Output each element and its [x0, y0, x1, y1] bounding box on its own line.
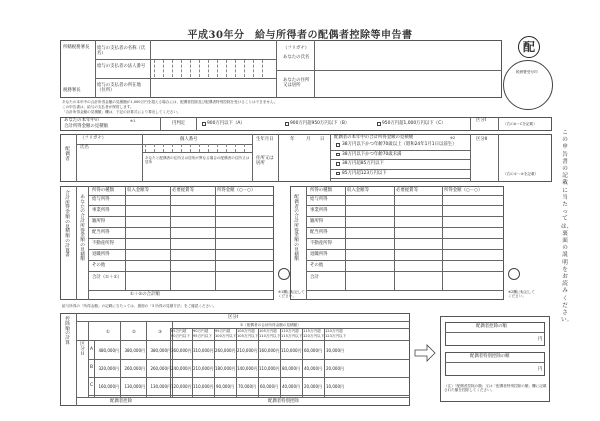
spousal-deduction-label: 配偶者控除の額: [476, 324, 507, 329]
deduction-value: 210,000円: [193, 366, 214, 371]
note-2: この申告書は、給与の支払者が保管します。: [62, 105, 134, 109]
special-deduction-yen: 円: [538, 367, 543, 372]
kubun-2-note: （右の①～④を記載）: [503, 172, 539, 176]
corp-number-divider: [208, 60, 209, 77]
calc_left-row-rule: [88, 260, 274, 261]
spousal-deduction-field[interactable]: [447, 334, 537, 344]
corp-number-divider: [190, 60, 191, 77]
judgement-option-rule: [330, 159, 470, 160]
calc_left-income-field[interactable]: [126, 196, 169, 205]
option-a-label: 900万円以下（A）: [207, 121, 245, 126]
side-note: この申告書の記載に当たっては、裏面の説明をお読みください。: [561, 130, 573, 324]
judgement-option-label: 38万円以下かつ年齢70歳未満: [342, 151, 402, 157]
judgement-mark: ※2: [450, 136, 456, 140]
calc_right-income-field[interactable]: [346, 196, 393, 205]
calc_right-income-field[interactable]: [346, 207, 393, 216]
judgement-option-checkbox[interactable]: [336, 143, 340, 147]
kubun-1-label: 区分I: [476, 118, 487, 123]
corp-number-divider: [154, 60, 155, 77]
deduction-col-right: 120万円超: [325, 329, 343, 333]
calc_left-row-rule: [88, 271, 274, 272]
deduction-col-right: 115万円以下: [281, 333, 303, 338]
deduction-value: 130,000円: [150, 384, 171, 389]
calc_left-expense-field[interactable]: [171, 218, 214, 227]
judgement-option-rule: [330, 150, 470, 151]
payer-name-label: 給与の支払者の名称（氏名）: [97, 46, 146, 57]
deduction-row-label: A: [90, 347, 94, 352]
calc_right-row-rule: [306, 216, 504, 217]
deduction-value: 130,000円: [124, 384, 145, 389]
income-amount-field[interactable]: [140, 125, 158, 130]
spouse-number-divider: [172, 144, 173, 152]
calc_left-expense-field[interactable]: [171, 251, 214, 260]
calc_right-expense-field[interactable]: [395, 251, 441, 260]
receipt-stamp-label: 税務署受付印: [516, 70, 538, 74]
deduction-row-rule: [88, 377, 410, 378]
calc-left-result: ①＋②の合計額: [130, 292, 160, 297]
spouse-number-divider: [181, 144, 182, 152]
deduction-value: 360,000円: [171, 348, 192, 353]
spouse-name-field[interactable]: [78, 150, 140, 180]
calc_right-total-label: 合計: [310, 275, 319, 280]
calc_left-row-label: 退職所得: [92, 252, 110, 257]
footnote: 給与所得の「所得金額」の記載に当たっては、裏面の「3 所得の見積方法」をご確認ください。: [62, 304, 217, 308]
spouse-number-divider: [208, 144, 209, 152]
spouse-number-divider: [163, 144, 164, 152]
deduction-value: 260,000円: [215, 348, 236, 353]
judgement-option-label: 85万円超123万円以下: [342, 170, 387, 176]
kubun-1-field[interactable]: [472, 124, 496, 130]
deduction-value: 90,000円: [216, 384, 234, 389]
option-a-checkbox[interactable]: [202, 122, 206, 126]
calc_left-row-label: 不動産所得: [92, 241, 114, 246]
deduction-value: 240,000円: [171, 366, 192, 371]
calc_left-row-rule: [88, 205, 274, 206]
deduction-value: 160,000円: [259, 348, 280, 353]
deduction-col-right: 100万円超: [237, 329, 255, 333]
deduction-col-right: 95万円超: [215, 329, 231, 333]
your-address-field[interactable]: [316, 71, 500, 97]
deduction-side-label: 控除額の計算: [65, 317, 70, 346]
deduction-row-label: C: [90, 383, 94, 388]
calc_right-row-rule: [306, 238, 504, 239]
deduction-col-left: ②: [132, 330, 136, 335]
deduction-value: 20,000円: [304, 384, 322, 389]
spouse-day: 日: [320, 137, 325, 142]
your-name-label: あなたの氏名: [283, 55, 310, 60]
deduction-value: 40,000円: [282, 384, 300, 389]
calc_left-bottom-rule: [88, 290, 274, 291]
deduction-value: 380,000円: [124, 348, 145, 353]
judgement-option-checkbox[interactable]: [336, 153, 340, 157]
calc_left-income-field[interactable]: [126, 262, 169, 271]
calc_right-expense-field[interactable]: [395, 218, 441, 227]
calc-left-side-label: 合計所得金額の見積額の計算書: [65, 191, 70, 259]
corp-number-divider: [262, 60, 263, 77]
calc_right-head: 必要経費等: [396, 188, 418, 193]
calc_left-income-field[interactable]: [126, 218, 169, 227]
calc_left-row-rule: [88, 249, 274, 250]
judgement-option-checkbox[interactable]: [336, 162, 340, 166]
spousal-deduction-yen: 円: [538, 337, 543, 342]
form-title: 平成30年分 給与所得者の配偶者控除等申告書: [187, 30, 413, 41]
option-c-label: 950万円超1,000万円以下（C）: [382, 121, 446, 126]
calc_right-row-label: 配当所得: [310, 230, 328, 235]
corp-number-divider: [172, 60, 173, 77]
calc_right-row-rule: [306, 271, 504, 272]
deduction-value: 320,000円: [98, 366, 119, 371]
calc_right-income-field[interactable]: [346, 251, 393, 260]
deduction-row-rule: [88, 395, 410, 396]
receipt-stamp-circle: [503, 60, 553, 110]
result-note: （注）「配偶者控除の額」又は「配偶者特別控除の額」欄に記載された額を控除してください。: [444, 384, 547, 393]
income-mark: ※1: [130, 119, 136, 123]
deduction-col-right: 105万円以下: [237, 333, 259, 338]
deduction-value: 110,000円: [281, 348, 302, 353]
calc_left-income-field[interactable]: [126, 229, 169, 238]
income-yen-judge: 円判定: [172, 121, 186, 126]
spouse-number-divider: [199, 144, 200, 152]
kubun-i-head: 区分I: [228, 315, 239, 320]
calc_right-expense-field[interactable]: [395, 229, 441, 238]
deduction-col-right: 115万円超: [303, 329, 321, 333]
calc_right-expense-field[interactable]: [395, 262, 441, 271]
deduction-col-right: 110万円以下: [259, 333, 281, 338]
kubun-ii-side: 区分II: [80, 342, 85, 357]
calc-right-side-label: 配偶者の合計所得金額の見積額: [294, 195, 299, 263]
calc_right-row-label: 事業所得: [310, 208, 328, 213]
deduction-value: 110,000円: [193, 384, 214, 389]
judgement-option-label: 38万円以下かつ年齢70歳以上（昭和24年1月1日以前生）: [342, 142, 457, 147]
spouse-number-divider: [235, 144, 236, 152]
calc_left-row-label: 事業所得: [92, 208, 110, 213]
payer-number-label: 給与の支払者の法人番号: [97, 64, 146, 69]
deduction-row-rule: [88, 359, 410, 360]
calc_left-row-rule: [88, 227, 274, 228]
deduction-col-right: 90万円以下: [171, 333, 190, 338]
spouse-furigana: （フリガナ）: [80, 136, 107, 141]
option-b-checkbox[interactable]: [285, 122, 289, 126]
foot-right: 配偶者特別控除: [268, 399, 299, 404]
special-deduction-label: 配偶者特別控除の額: [470, 354, 510, 359]
calc_left-total-label: 合計（①＋②）: [92, 275, 122, 280]
deduction-col-right: 100万円以下: [215, 333, 237, 338]
judgement-option-rule: [330, 169, 470, 170]
calc_right-row-rule: [306, 260, 504, 261]
spouse-mynumber-label: 個人番号: [180, 137, 198, 142]
spouse-address-field[interactable]: [280, 150, 328, 180]
corp-number-divider: [181, 60, 182, 77]
spouse-month: 月: [306, 137, 311, 142]
calc_left-head: 所得の種類: [92, 188, 114, 193]
calc_right-income-field[interactable]: [346, 262, 393, 271]
calc_left-expense-field[interactable]: [171, 262, 214, 271]
payer-address-field[interactable]: [152, 79, 274, 97]
calc_right-row-label: 給与所得: [310, 197, 328, 202]
calc_right-row-rule: [306, 249, 504, 250]
tax-office-suffix: 税務署長: [63, 88, 81, 93]
spouse-side-label: 配偶者: [65, 147, 70, 162]
corp-number-divider: [217, 60, 218, 77]
spouse-address-label: 住所又は居所: [256, 156, 274, 167]
deduction-value: 260,000円: [150, 366, 171, 371]
note-3: 「合計所得金額の見積額」欄は、下記の計算式により算出してください。: [62, 110, 181, 114]
corp-number-divider: [235, 60, 236, 77]
hai-mark: 配: [518, 36, 540, 58]
deduction-value: 260,000円: [124, 366, 145, 371]
calc_right-row-rule: [306, 205, 504, 206]
calc_left-expense-field[interactable]: [171, 229, 214, 238]
deduction-col-right: 123万円以下: [325, 333, 347, 338]
calc_left-head: 収入金額等: [127, 188, 149, 193]
calc_left-row-rule: [88, 216, 274, 217]
deduction-col-left: ①: [106, 330, 110, 335]
calc_left-row-label: 配当所得: [92, 230, 110, 235]
judgement-option-rule: [330, 178, 470, 179]
income-label-1: あなたの本年中の: [64, 118, 100, 123]
corp-number-divider: [253, 60, 254, 77]
calc_left-income-field[interactable]: [126, 240, 169, 249]
deduction-value: 110,000円: [259, 366, 280, 371]
deduction-value: 40,000円: [304, 366, 322, 371]
deduction-col-right: 85万円超: [171, 329, 187, 333]
deduction-col-right: 95万円以下: [193, 333, 212, 338]
spouse-name-label: 氏名: [80, 145, 89, 150]
payer-name-field[interactable]: [152, 41, 274, 58]
your-address-label: あなたの住所又は居所: [283, 78, 310, 89]
deduction-col-right: 110万円超: [281, 329, 299, 333]
spouse-year: 年: [290, 137, 295, 142]
calc_left-expense-field[interactable]: [171, 196, 214, 205]
corp-number-divider: [163, 60, 164, 77]
deduction-col-right: 120万円以下: [303, 333, 325, 338]
calc_left-income-field[interactable]: [126, 251, 169, 260]
deduction-value: 10,000円: [326, 384, 344, 389]
spouse-number-divider: [244, 144, 245, 152]
calc_left-expense-field[interactable]: [171, 207, 214, 216]
calc_right-expense-field[interactable]: [395, 240, 441, 249]
calc_right-income-field[interactable]: [346, 218, 393, 227]
deduction-value: 60,000円: [260, 384, 278, 389]
calc_right-head: 所得の種類: [310, 188, 332, 193]
calc_right-head: 収入金額等: [347, 188, 369, 193]
corp-number-divider: [244, 60, 245, 77]
deduction-value: 80,000円: [282, 366, 300, 371]
spouse-number-divider: [190, 144, 191, 152]
deduction-value: 60,000円: [304, 348, 322, 353]
calc_left-row-label: 給与所得: [92, 197, 110, 202]
calc_right-row-label: 雑所得: [310, 219, 324, 224]
result-1-arrow-circle: [278, 268, 290, 280]
spouse-number-divider: [154, 144, 155, 152]
calc_left-row-rule: [88, 238, 274, 239]
spouse-address-note: あなたと配偶者の住所又は居所が異なる場合の配偶者の住所又は居所: [145, 156, 250, 165]
spouse-number-divider: [226, 144, 227, 152]
judgement-option-checkbox[interactable]: [336, 172, 340, 176]
judgement-title: 配偶者の本年中の合計所得金額の見積額: [334, 135, 414, 140]
deduction-col-right: 105万円超: [259, 329, 277, 333]
deduction-value: 70,000円: [238, 384, 256, 389]
kubun-ii-head: ②（配偶者の合計所得金額の見積額）: [240, 323, 301, 327]
kubun-2-field[interactable]: [472, 145, 496, 179]
calc_right-income-field[interactable]: [346, 229, 393, 238]
corp-number-divider: [199, 60, 200, 77]
special-deduction-field[interactable]: [447, 364, 537, 374]
deduction-value: 380,000円: [150, 348, 171, 353]
calc_right-head: 所得金額（○－○）: [444, 188, 483, 193]
kubun-2-label: 区分II: [476, 137, 488, 142]
deduction-value: 20,000円: [326, 366, 344, 371]
furigana-label: （フリガナ）: [283, 46, 310, 51]
calc_left-expense-field[interactable]: [171, 240, 214, 249]
note-1: あなたの本年中の合計所得金額の見積額が1,000万円を超える場合には、配偶者控除及び配偶者特別控除を受けることはできません。: [62, 100, 278, 104]
spouse-number-divider: [217, 144, 218, 152]
foot-left: 配偶者控除: [110, 399, 132, 404]
deduction-value: 160,000円: [98, 384, 119, 389]
income-label-2: 合計所得金額の見積額: [64, 124, 108, 129]
deduction-col-left: ③: [158, 330, 162, 335]
calc_left-row-label: 雑所得: [92, 219, 106, 224]
arrow-right-icon: [414, 344, 436, 362]
spouse-dob-label: 生年月日: [256, 137, 274, 142]
calc_right-bottom-rule: [306, 290, 504, 291]
calc-left-note: ※1欄に転記してください。: [278, 290, 305, 299]
deduction-value: 30,000円: [326, 348, 344, 353]
calc_right-expense-field[interactable]: [395, 207, 441, 216]
deduction-value: 120,000円: [171, 384, 192, 389]
calc_right-expense-field[interactable]: [395, 196, 441, 205]
calc_right-row-label: 退職所得: [310, 252, 328, 257]
deduction-col-right: 90万円超: [193, 329, 209, 333]
calc_left-head: 必要経費等: [172, 188, 194, 193]
option-c-checkbox[interactable]: [377, 122, 381, 126]
spouse-number-divider: [145, 144, 146, 152]
your-name-field[interactable]: [316, 41, 500, 69]
calc_right-row-label: その他: [310, 263, 324, 268]
deduction-value: 310,000円: [193, 348, 214, 353]
deduction-value: 480,000円: [98, 348, 119, 353]
option-b-label: 900万円超950万円以下（B）: [290, 121, 350, 126]
calc_right-income-field[interactable]: [346, 240, 393, 249]
result-2-arrow-circle: [508, 268, 520, 280]
tax-office-label: 所轄税務署長: [63, 45, 90, 50]
calc_right-row-rule: [306, 227, 504, 228]
deduction-value: 210,000円: [237, 348, 258, 353]
calc_left-income-field[interactable]: [126, 207, 169, 216]
calc-left-sub: あなたの合計所得金額の見積額: [80, 195, 85, 263]
calc_left-row-label: その他: [92, 263, 106, 268]
calc_left-head: 所得金額（○－○）: [217, 188, 256, 193]
judgement-option-label: 38万円超85万円以下: [342, 161, 384, 166]
corp-number-divider: [226, 60, 227, 77]
deduction-value: 180,000円: [215, 366, 236, 371]
payer-address-label: 給与の支払者の所在地（住所）: [97, 83, 141, 94]
calc_right-row-label: 不動産所得: [310, 241, 332, 246]
deduction-row-label: B: [90, 365, 94, 370]
calc-right-note: ※2欄に転記してください。: [508, 290, 535, 299]
deduction-value: 140,000円: [237, 366, 258, 371]
kubun-1-note: （右のA～Cを記載）: [503, 122, 537, 126]
